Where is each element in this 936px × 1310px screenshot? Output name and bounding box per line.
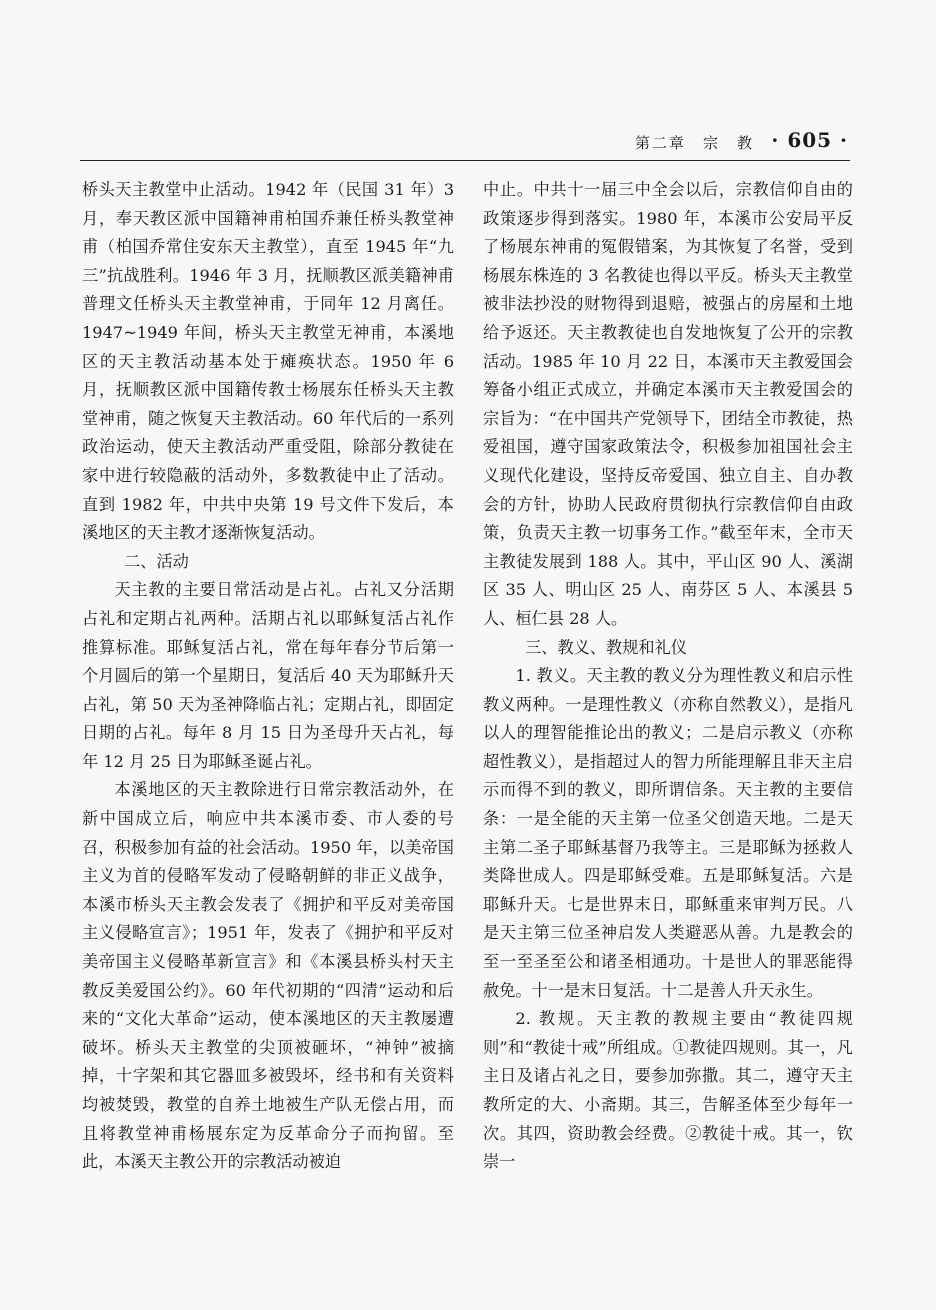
section-heading: 二、活动 bbox=[124, 551, 189, 571]
body-paragraph: 桥头天主教堂中止活动。1942 年（民国 31 年）3 月，奉天教区派中国籍神甫柏国乔兼任桥头教堂神甫（柏国乔常住安东天主教堂），直至 1945 年“九三”抗战胜利。1946 年 3 月，抚顺教区派美籍神甫普理文任桥头天主教堂神甫，于同年 12 月离任。1947~1949 年间，桥头天主教堂无神甫，本溪地区的天主教活动基本处于瘫痪状态。1950 年 6 月，抚顺教区派中国籍传教士杨展东任桥头天主教堂神甫，随之恢复天主教活动。60 年代后的一系列政治运动，使天主教活动严重受阻，除部分教徒在家中进行较隐蔽的活动外，多数教徒中止了活动。直到 1982 年，中共中央第 19 号文件下发后，本溪地区的天主教才逐渐恢复活动。 bbox=[82, 180, 454, 543]
section-heading: 三、教义、教规和礼仪 bbox=[525, 637, 687, 657]
page-number: · 605 · bbox=[771, 128, 848, 152]
body-paragraph: 中止。中共十一届三中全会以后，宗教信仰自由的政策逐步得到落实。1980 年，本溪市公安局平反了杨展东神甫的冤假错案，为其恢复了名誉，受到杨展东株连的 3 名教徒也得以平反。桥头天主教堂被非法抄没的财物得到退赔，被强占的房屋和土地给予返还。天主教教徒也自发地恢复了公开的宗教活动。1985 年 10 月 22 日，本溪市天主教爱国会筹备小组正式成立，并确定本溪市天主教爱国会的宗旨为：“在中国共产党领导下，团结全市教徒，热爱祖国，遵守国家政策法令，积极参加祖国社会主义现代化建设，坚持反帝爱国、独立自主、自办教会的方针，协助人民政府贯彻执行宗教信仰自由政策，负责天主教一切事务工作。”截至年末，全市天主教徒发展到 188 人。其中，平山区 90 人、溪湖区 35 人、明山区 25 人、南芬区 5 人、本溪县 5 人、桓仁县 28 人。 bbox=[483, 180, 853, 628]
body-paragraph: 1. 教义。天主教的教义分为理性教义和启示性教义两种。一是理性教义（亦称自然教义），是指凡以人的理智能推论出的教义；二是启示教义（亦称超性教义），是指超过人的智力所能理解且非天主启示而得不到的教义，即所谓信条。天主教的主要信条：一是全能的天主第一位圣父创造天地。二是天主第二圣子耶稣基督乃我等主。三是耶稣为拯救人类降世成人。四是耶稣受难。五是耶稣复活。六是耶稣升天。七是世界末日，耶稣重来审判万民。八是天主第三位圣神启发人类避恶从善。九是教会的至一至圣至公和诸圣相通功。十是世人的罪恶能得赦免。十一是末日复活。十二是善人升天永生。 bbox=[483, 666, 853, 1000]
right-column bbox=[483, 176, 853, 1177]
body-paragraph: 本溪地区的天主教除进行日常宗教活动外，在新中国成立后，响应中共本溪市委、市人委的号召，积极参加有益的社会活动。1950 年，以美帝国主义为首的侵略军发动了侵略朝鲜的非正义战争，本溪市桥头天主教会发表了《拥护和平反对美帝国主义侵略宣言》；1951 年，发表了《拥护和平反对美帝国主义侵略革新宣言》和《本溪县桥头村天主教反美爱国公约》。60 年代初期的“四清”运动和后来的“文化大革命”运动，使本溪地区的天主教屡遭破坏。桥头天主教堂的尖顶被砸坏，“神钟”被摘掉，十字架和其它器皿多被毁坏，经书和有关资料均被焚毁，教堂的自养土地被生产队无偿占用，而且将教堂神甫杨展东定为反革命分子而拘留。至此，本溪天主教公开的宗教活动被迫 bbox=[82, 780, 454, 1172]
running-header bbox=[80, 128, 850, 158]
left-column bbox=[82, 176, 454, 1177]
body-paragraph: 2. 教规。天主教的教规主要由“教徒四规则”和“教徒十戒”所组成。①教徒四规则。其一，凡主日及诸占礼之日，要参加弥撒。其二，遵守天主教所定的大、小斋期。其三，告解圣体至少每年一次。其四，资助教会经费。②教徒十戒。其一，钦崇一 bbox=[483, 1009, 853, 1172]
chapter-title: 第二章 宗 教 bbox=[634, 134, 754, 152]
header-rule bbox=[80, 160, 850, 161]
body-paragraph: 天主教的主要日常活动是占礼。占礼又分活期占礼和定期占礼两种。活期占礼以耶稣复活占礼作推算标准。耶稣复活占礼，常在每年春分节后第一个月圆后的第一个星期日，复活后 40 天为耶稣升天占礼，第 50 天为圣神降临占礼；定期占礼，即固定日期的占礼。每年 8 月 15 日为圣母升天占礼，每年 12 月 25 日为耶稣圣诞占礼。 bbox=[82, 580, 454, 771]
